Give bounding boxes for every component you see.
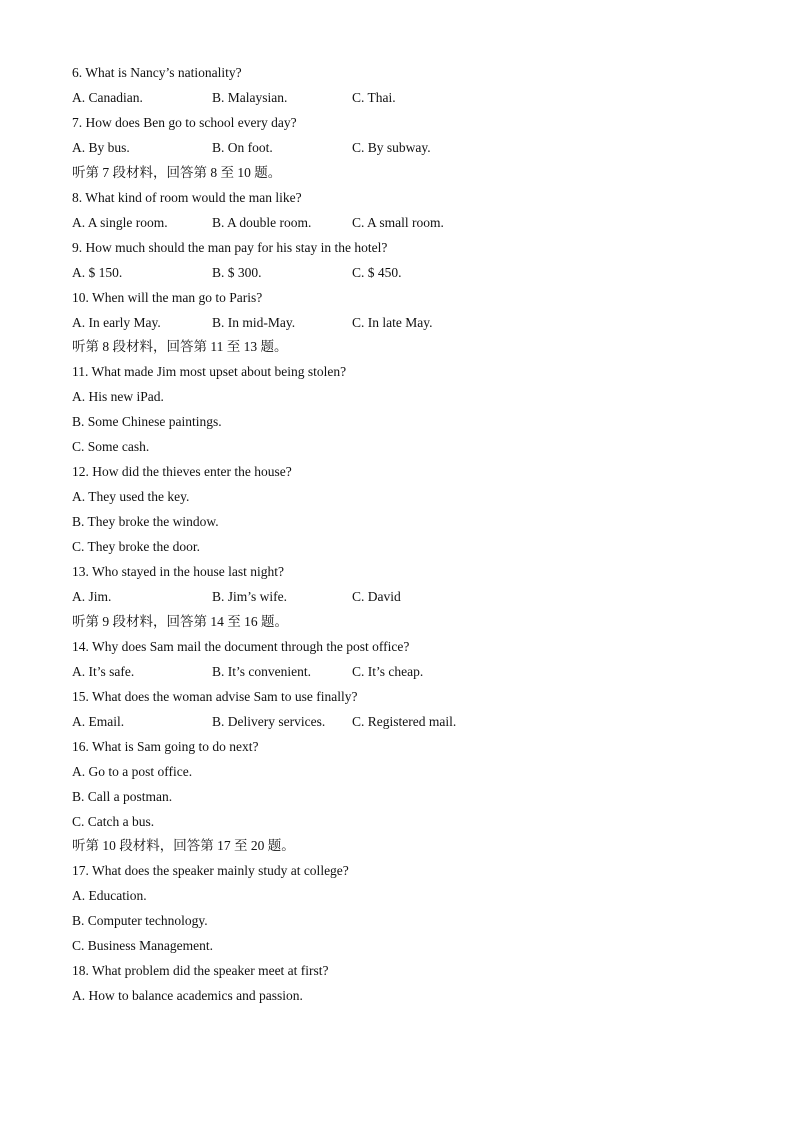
option-b: B. Malaysian.	[212, 90, 288, 105]
question-text: 14. Why does Sam mail the document through the post office?	[72, 638, 410, 654]
answer-option: A. Education.	[72, 888, 147, 904]
option-c: C. Thai.	[352, 90, 396, 105]
option-a: A. Canadian.	[72, 90, 143, 105]
question-text: 12. How did the thieves enter the house?	[72, 464, 292, 480]
option-c: C. A small room.	[352, 214, 444, 230]
section-instruction: 听第 7 段材料，回答第 8 至 10 题。	[72, 164, 282, 180]
option-b: B. Jim’s wife.	[212, 588, 288, 604]
question-text: 10. When will the man go to Paris?	[72, 289, 263, 305]
answer-option: A. Go to a post office.	[72, 763, 193, 779]
option-c: C. It’s cheap.	[352, 663, 424, 679]
option-b: B. It’s convenient.	[212, 663, 311, 679]
option-b: B. $ 300.	[212, 264, 262, 280]
question-text: 13. Who stayed in the house last night?	[72, 564, 284, 579]
question-text: 11. What made Jim most upset about being stolen?	[72, 364, 347, 380]
option-c: C. $ 450.	[352, 264, 402, 280]
option-b: B. In mid-May.	[212, 314, 296, 330]
answer-option: A. How to balance academics and passion.	[72, 988, 303, 1004]
answer-option: B. They broke the window.	[72, 514, 219, 530]
question-text: 8. What kind of room would the man like?	[72, 189, 302, 205]
question-text: 7. How does Ben go to school every day?	[72, 114, 297, 130]
option-b: B. A double room.	[212, 214, 312, 230]
answer-option: B. Some Chinese paintings.	[72, 414, 222, 430]
answer-option: C. They broke the door.	[72, 539, 200, 554]
answer-option: C. Some cash.	[72, 439, 150, 455]
question-text: 16. What is Sam going to do next?	[72, 738, 259, 754]
option-a: A. Jim.	[72, 588, 112, 604]
section-instruction: 听第 8 段材料，回答第 11 至 13 题。	[72, 339, 288, 355]
option-c: C. In late May.	[352, 314, 433, 330]
answer-option: A. They used the key.	[72, 489, 190, 505]
question-text: 9. How much should the man pay for his stay in the hotel?	[72, 239, 388, 255]
question-text: 6. What is Nancy’s nationality?	[72, 65, 242, 80]
option-c: C. By subway.	[352, 139, 431, 155]
answer-option: B. Call a postman.	[72, 788, 173, 804]
option-c: C. David	[352, 588, 401, 604]
answer-option: A. His new iPad.	[72, 389, 164, 405]
answer-option: B. Computer technology.	[72, 913, 208, 929]
option-a: A. Email.	[72, 713, 125, 729]
section-instruction: 听第 10 段材料，回答第 17 至 20 题。	[72, 838, 295, 854]
option-a: A. A single room.	[72, 214, 168, 230]
section-instruction: 听第 9 段材料，回答第 14 至 16 题。	[72, 613, 288, 629]
option-c: C. Registered mail.	[352, 713, 457, 729]
answer-option: C. Business Management.	[72, 938, 213, 954]
question-text: 17. What does the speaker mainly study at college?	[72, 863, 349, 879]
option-b: B. On foot.	[212, 139, 273, 155]
option-a: A. $ 150.	[72, 264, 123, 280]
question-text: 15. What does the woman advise Sam to use finally?	[72, 688, 358, 704]
option-a: A. By bus.	[72, 139, 130, 155]
option-b: B. Delivery services.	[212, 713, 326, 729]
answer-option: C. Catch a bus.	[72, 813, 155, 829]
question-text: 18. What problem did the speaker meet at first?	[72, 963, 329, 979]
option-a: A. In early May.	[72, 314, 161, 330]
option-a: A. It’s safe.	[72, 663, 135, 679]
